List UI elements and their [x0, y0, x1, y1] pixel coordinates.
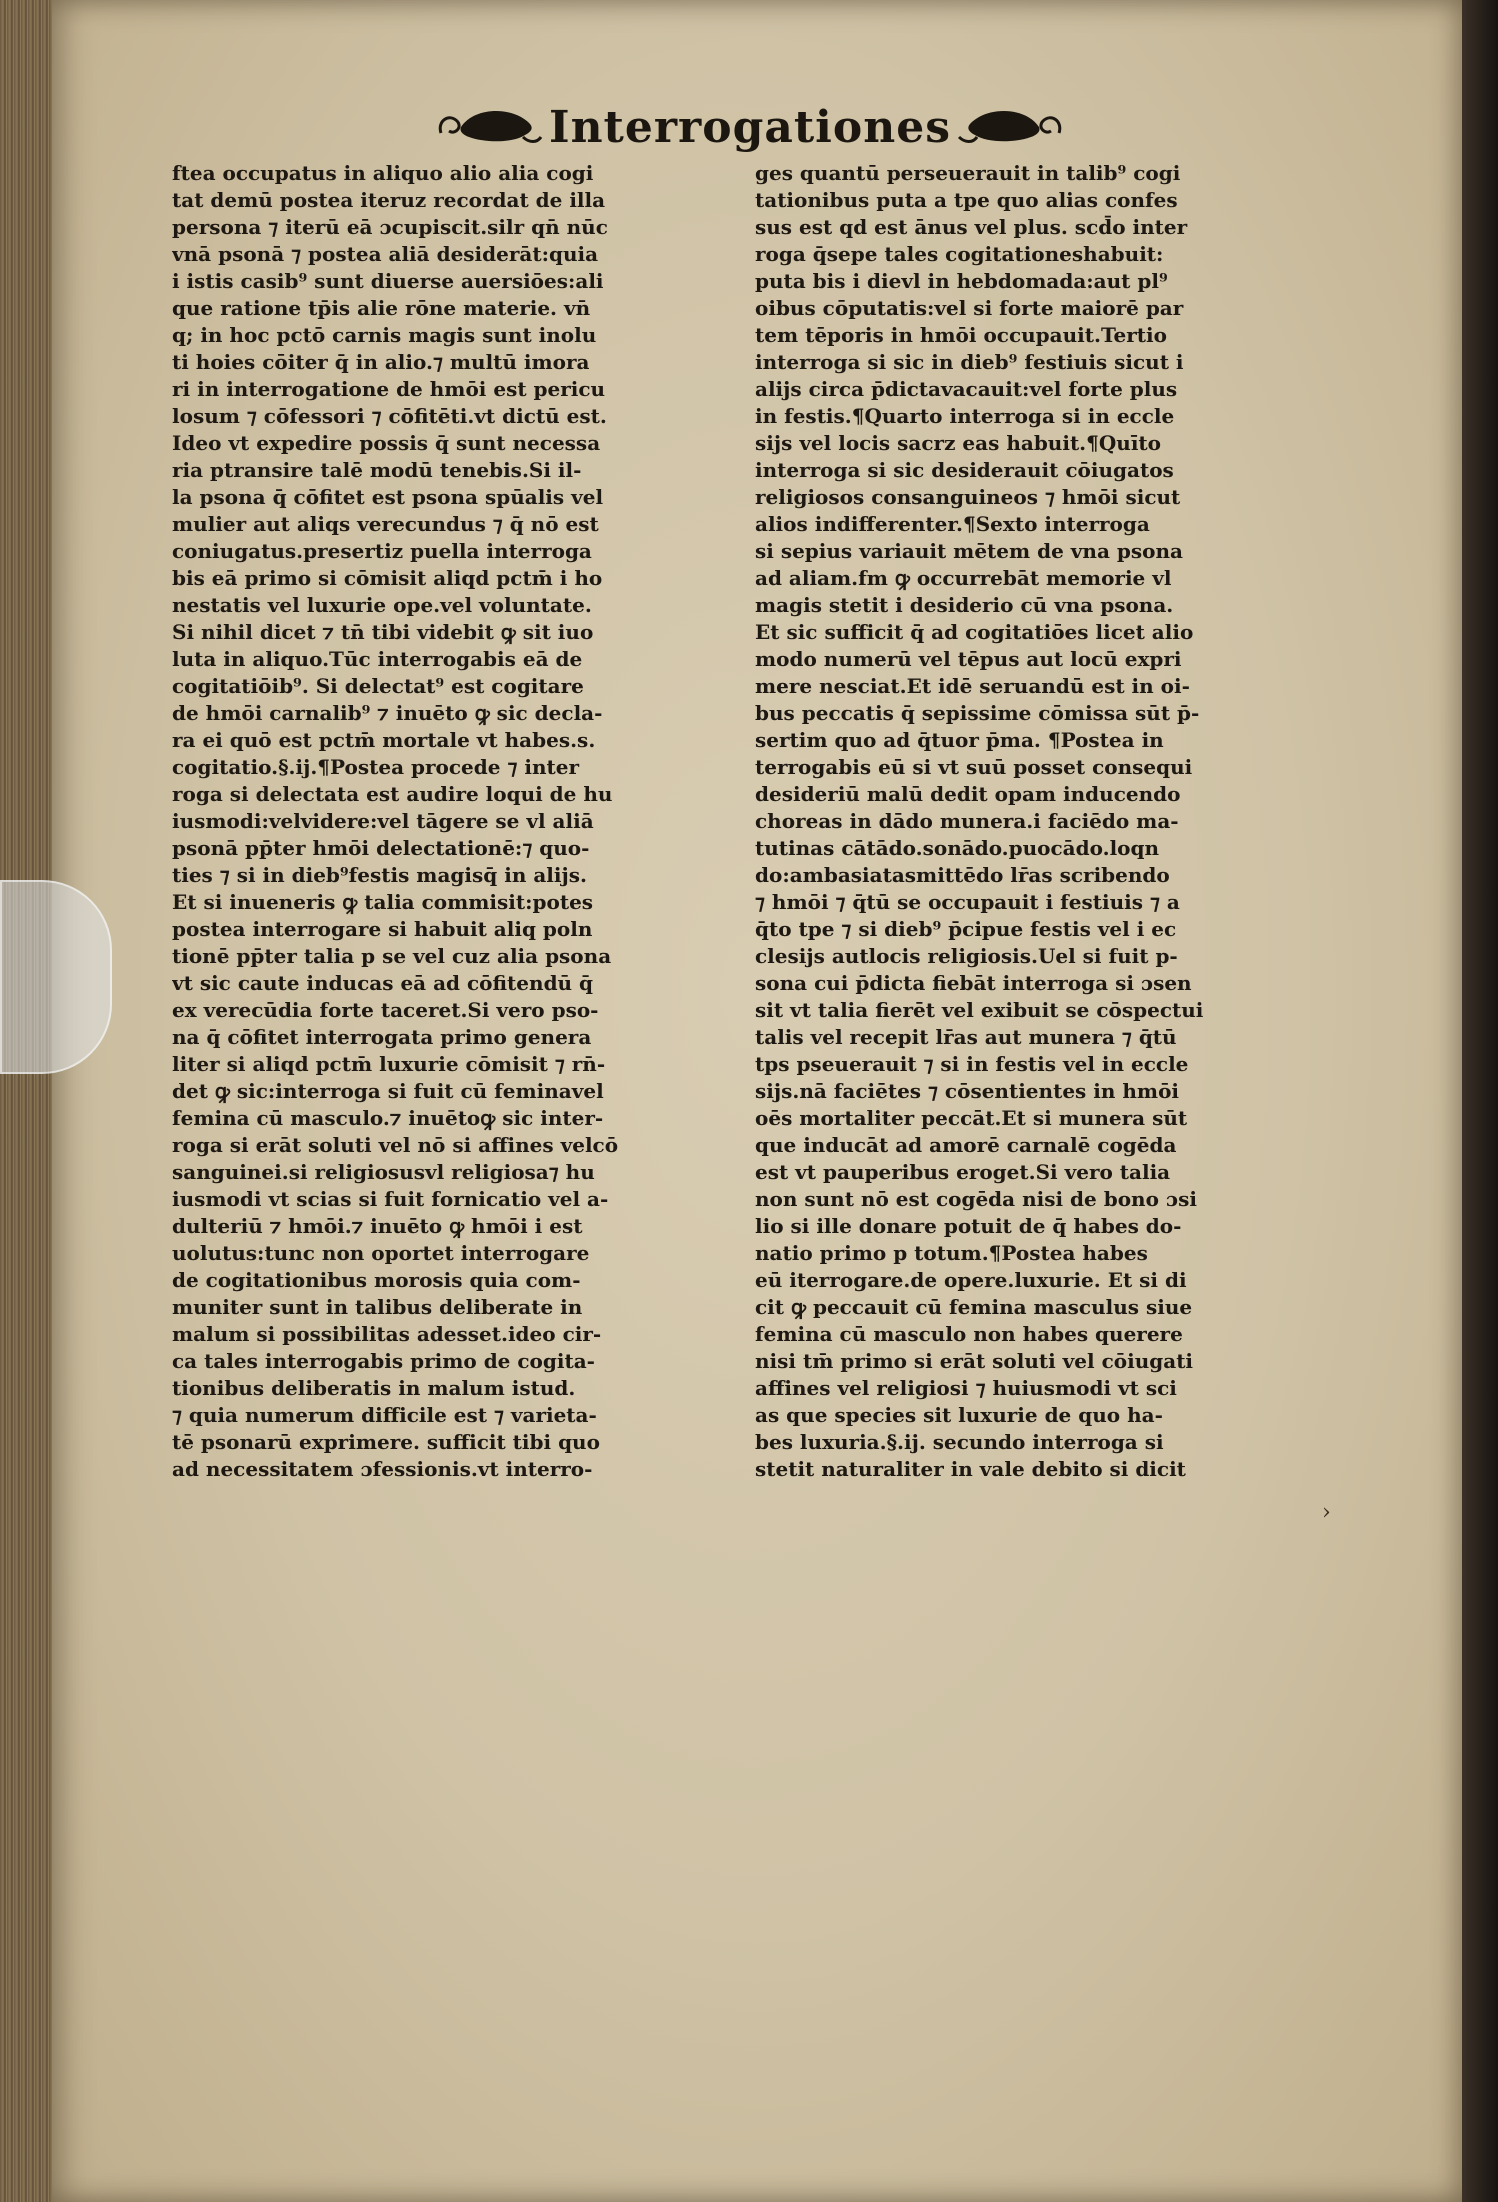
- text-line: eū iterrogare.de opere.luxurie. Et si di: [755, 1268, 1187, 1292]
- text-line: muniter sunt in talibus deliberate in: [172, 1295, 583, 1319]
- text-line: interroga si sic desiderauit cōiugatos: [755, 458, 1174, 482]
- text-line: dulteriū ⁊ hmōi.⁊ inuēto ꝙ hmōi i est: [172, 1214, 583, 1238]
- text-line: si sepius variauit mētem de vna psona: [755, 539, 1183, 563]
- text-column-right: [755, 160, 1335, 1483]
- text-line: vt sic caute inducas eā ad cōfitendū q̄: [172, 971, 594, 995]
- text-line: cit ꝙ peccauit cū femina masculus siue: [755, 1295, 1193, 1319]
- text-line: losum ⁊ cōfessori ⁊ cōfitēti.vt dictū est.: [172, 404, 607, 428]
- text-line: ex verecūdia forte taceret.Si vero pso-: [172, 998, 599, 1022]
- text-line: choreas in dādo munera.i faciēdo ma-: [755, 809, 1179, 833]
- text-line: Et sic sufficit q̄ ad cogitatiōes licet alio: [755, 620, 1194, 644]
- text-column-left: [172, 160, 732, 1483]
- text-line: iusmodi vt scias si fuit fornicatio vel a-: [172, 1187, 609, 1211]
- text-line: q̄to tpe ⁊ si dieb⁹ p̄cipue festis vel i ec: [755, 917, 1177, 941]
- text-line: as que species sit luxurie de quo ha-: [755, 1403, 1163, 1427]
- text-line: ⁊ hmōi ⁊ q̄tū se occupauit i festiuis ⁊ a: [755, 890, 1180, 914]
- text-line: lio si ille donare potuit de q̄ habes do-: [755, 1214, 1182, 1238]
- text-line: ftea occupatus in aliquo alio alia cogi: [172, 161, 594, 185]
- text-line: interroga si sic in dieb⁹ festiuis sicut i: [755, 350, 1184, 374]
- fleuron-right-icon: [957, 103, 1067, 151]
- text-line: cogitatiōib⁹. Si delectat⁹ est cogitare: [172, 674, 584, 698]
- text-line: de hmōi carnalib⁹ ⁊ inuēto ꝙ sic decla-: [172, 701, 603, 725]
- text-line: oēs mortaliter peccāt.Et si munera sūt: [755, 1106, 1188, 1130]
- text-line: ⁊ quia numerum difficile est ⁊ varieta-: [172, 1403, 597, 1427]
- text-line: femina cū masculo.⁊ inuētoꝙ sic inter-: [172, 1106, 604, 1130]
- text-line: terrogabis eū si vt suū posset consequi: [755, 755, 1193, 779]
- text-line: cogitatio.§.ij.¶Postea procede ⁊ inter: [172, 755, 579, 779]
- text-line: roga q̄sepe tales cogitationeshabuit:: [755, 242, 1164, 266]
- text-line: que inducāt ad amorē carnalē cogēda: [755, 1133, 1177, 1157]
- text-line: ad necessitatem ɔfessionis.vt interro-: [172, 1457, 593, 1481]
- text-line: det ꝙ sic:interroga si fuit cū feminavel: [172, 1079, 604, 1103]
- text-line: mulier aut aliqs verecundus ⁊ q̄ nō est: [172, 512, 599, 536]
- text-line: sus est qd est ānus vel plus. scd̄o inter: [755, 215, 1188, 239]
- text-line: bis eā primo si cōmisit aliqd pctm̄ i ho: [172, 566, 603, 590]
- text-line: natio primo p totum.¶Postea habes: [755, 1241, 1148, 1265]
- text-line: tationibus puta a tpe quo alias confes: [755, 188, 1178, 212]
- text-line: bes luxuria.§.ij. secundo interroga si: [755, 1430, 1164, 1454]
- text-line: in festis.¶Quarto interroga si in eccle: [755, 404, 1175, 428]
- text-line: ad aliam.fm ꝙ occurrebāt memorie vl: [755, 566, 1172, 590]
- text-line: femina cū masculo non habes querere: [755, 1322, 1183, 1346]
- text-line: ri in interrogatione de hmōi est pericu: [172, 377, 606, 401]
- text-line: sertim quo ad q̄tuor p̄ma. ¶Postea in: [755, 728, 1164, 752]
- text-line: iusmodi:velvidere:vel tāgere se vl aliā: [172, 809, 594, 833]
- text-line: tionē pp̄ter talia p se vel cuz alia psona: [172, 944, 612, 968]
- binding-edge: [1462, 0, 1498, 2202]
- text-line: oibus cōputatis:vel si forte maiorē par: [755, 296, 1184, 320]
- margin-mark: ›: [1322, 1500, 1331, 1525]
- text-line: sanguinei.si religiosusvl religiosa⁊ hu: [172, 1160, 595, 1184]
- text-line: ria ptransire talē modū tenebis.Si il-: [172, 458, 582, 482]
- text-line: psonā pp̄ter hmōi delectationē:⁊ quo-: [172, 836, 590, 860]
- text-line: talis vel recepit lr̄as aut munera ⁊ q̄tū: [755, 1025, 1177, 1049]
- text-line: mere nesciat.Et idē seruandū est in oi-: [755, 674, 1190, 698]
- text-line: ges quantū perseuerauit in talib⁹ cogi: [755, 161, 1181, 185]
- text-line: luta in aliquo.Tūc interrogabis eā de: [172, 647, 583, 671]
- text-line: na q̄ cōfitet interrogata primo genera: [172, 1025, 592, 1049]
- text-line: sit vt talia fierēt vel exibuit se cōspectui: [755, 998, 1204, 1022]
- text-line: nestatis vel luxurie ope.vel voluntate.: [172, 593, 592, 617]
- text-line: ti hoies cōiter q̄ in alio.⁊ multū imora: [172, 350, 590, 374]
- text-line: sijs.nā faciētes ⁊ cōsentientes in hmōi: [755, 1079, 1180, 1103]
- text-line: Si nihil dicet ⁊ tn̄ tibi videbit ꝙ sit iuo: [172, 620, 594, 644]
- text-line: modo numerū vel tēpus aut locū expri: [755, 647, 1182, 671]
- text-line: tat demū postea iteruz recordat de illa: [172, 188, 606, 212]
- text-line: Ideo vt expedire possis q̄ sunt necessa: [172, 431, 601, 455]
- text-line: liter si aliqd pctm̄ luxurie cōmisit ⁊ rn̄-: [172, 1052, 606, 1076]
- text-line: postea interrogare si habuit aliq poln: [172, 917, 593, 941]
- text-line: tutinas cātādo.sonādo.puocādo.loqn: [755, 836, 1160, 860]
- text-line: de cogitationibus morosis quia com-: [172, 1268, 581, 1292]
- text-line: sona cui p̄dicta fiebāt interroga si ɔsen: [755, 971, 1192, 995]
- text-line: q; in hoc pctō carnis magis sunt inolu: [172, 323, 597, 347]
- fleuron-left-icon: [433, 103, 543, 151]
- text-line: do:ambasiatasmittēdo lr̄as scribendo: [755, 863, 1170, 887]
- text-line: alios indifferenter.¶Sexto interroga: [755, 512, 1150, 536]
- text-line: roga si erāt soluti vel nō si affines velcō: [172, 1133, 619, 1157]
- text-line: non sunt nō est cogēda nisi de bono ɔsi: [755, 1187, 1197, 1211]
- text-line: i istis casib⁹ sunt diuerse auersiōes:ali: [172, 269, 604, 293]
- text-line: la psona q̄ cōfitet est psona spūalis vel: [172, 485, 604, 509]
- text-line: vnā psonā ⁊ postea aliā desiderāt:quia: [172, 242, 599, 266]
- text-line: desideriū malū dedit opam inducendo: [755, 782, 1181, 806]
- text-line: alijs circa p̄dictavacauit:vel forte plus: [755, 377, 1178, 401]
- text-line: tps pseuerauit ⁊ si in festis vel in eccle: [755, 1052, 1189, 1076]
- text-line: stetit naturaliter in vale debito si dicit: [755, 1457, 1186, 1481]
- text-line: Et si inueneris ꝙ talia commisit:potes: [172, 890, 594, 914]
- text-line: est vt pauperibus eroget.Si vero talia: [755, 1160, 1171, 1184]
- text-line: ra ei quō est pctm̄ mortale vt habes.s.: [172, 728, 596, 752]
- text-line: uolutus:tunc non oportet interrogare: [172, 1241, 590, 1265]
- text-line: roga si delectata est audire loqui de hu: [172, 782, 613, 806]
- text-line: persona ⁊ iterū eā ɔcupiscit.silr qn̄ nūc: [172, 215, 608, 239]
- text-line: tem tēporis in hmōi occupauit.Tertio: [755, 323, 1167, 347]
- text-line: ties ⁊ si in dieb⁹festis magisq̄ in alijs.: [172, 863, 587, 887]
- page-header: [430, 92, 1070, 162]
- text-line: clesijs autlocis religiosis.Uel si fuit p-: [755, 944, 1178, 968]
- text-line: ca tales interrogabis primo de cogita-: [172, 1349, 595, 1373]
- text-line: magis stetit i desiderio cū vna psona.: [755, 593, 1174, 617]
- text-line: sijs vel locis sacrz eas habuit.¶Quīto: [755, 431, 1162, 455]
- text-line: tē psonarū exprimere. sufficit tibi quo: [172, 1430, 600, 1454]
- text-line: religiosos consanguineos ⁊ hmōi sicut: [755, 485, 1181, 509]
- clip-tab: [0, 880, 112, 1074]
- page-title: Interrogationes: [548, 101, 952, 153]
- text-line: bus peccatis q̄ sepissime cōmissa sūt p̄-: [755, 701, 1200, 725]
- text-line: coniugatus.presertiz puella interroga: [172, 539, 592, 563]
- text-line: malum si possibilitas adesset.ideo cir-: [172, 1322, 602, 1346]
- text-line: tionibus deliberatis in malum istud.: [172, 1376, 576, 1400]
- text-line: nisi tm̄ primo si erāt soluti vel cōiugati: [755, 1349, 1194, 1373]
- text-line: affines vel religiosi ⁊ huiusmodi vt sci: [755, 1376, 1177, 1400]
- text-line: que ratione tp̄is alie rōne materie. vn̄: [172, 296, 591, 320]
- text-line: puta bis i dievl in hebdomada:aut pl⁹: [755, 269, 1168, 293]
